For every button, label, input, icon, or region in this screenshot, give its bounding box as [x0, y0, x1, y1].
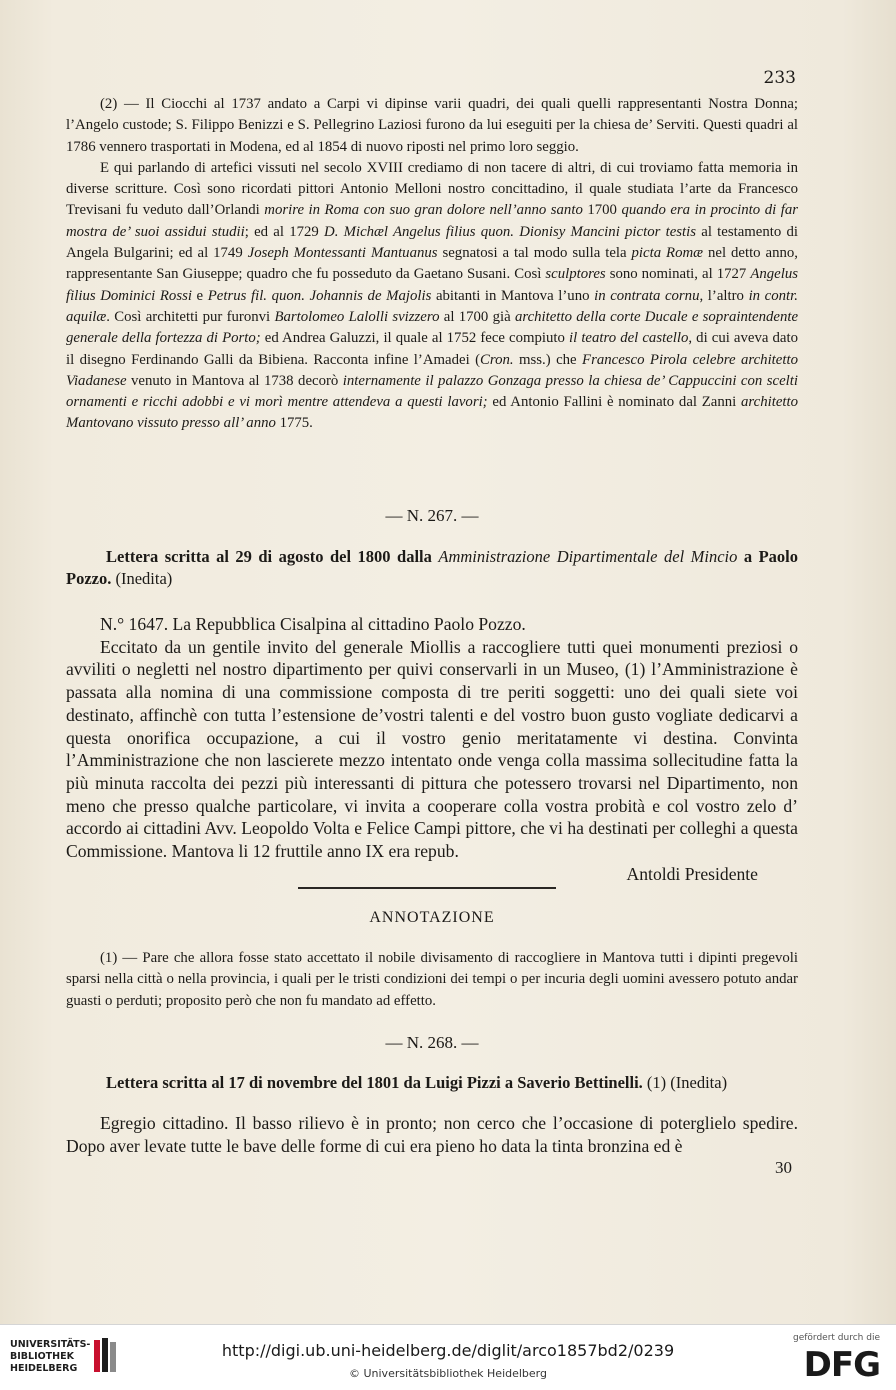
letter-268-body: Egregio cittadino. Il basso rilievo è in pronto; non cerco che l’occasione di poterglielo spedire. Dopo aver levate tutte le bave delle forme di cui era pieno ho data la tinta bronzina ed è — [66, 1113, 798, 1156]
section-268-heading: Lettera scritta al 17 di novembre del 1801 da Luigi Pizzi a Saverio Bettinelli. (1) (Inedita) — [106, 1073, 728, 1092]
viewer-footer — [0, 1324, 896, 1390]
letter-intro: N.° 1647. La Repubblica Cisalpina al cittadino Paolo Pozzo. — [100, 614, 526, 634]
footnote-2-paragraph-2: E qui parlando di artefici vissuti nel secolo XVIII crediamo di non tacere di altri, di cui troviamo fatta memoria in diverse scritture. Così sono ricordati pittori Antonio Melloni nostro concittadino, il quale studiata l’arte da Francesco Trevisani fu veduto dall’Orlandi morire in Roma con suo gran dolore nell’anno santo 1700 quando era in procinto di far mostra de’ suoi assidui studii; ed al 1729 D. Michæl Angelus filius quon. Dionisy Mancini pictor testis al testamento di Angela Bulgarini; ed al 1749 Joseph Montessanti Mantuanus segnatosi a tal modo sulla tela picta Romæ nel detto anno, rappresentante San Giuseppe; quadro che fu posseduto da Gaetano Susani. Così sculptores sono nominati, al 1727 Angelus filius Dominici Rossi e Petrus fil. quon. Johannis de Majolis abitanti in Mantova l’uno in contrata cornu, l’altro in contr. aquilæ. Così architetti pur furonvi Bartolomeo Lalolli svizzero al 1700 già architetto della corte Ducale e sopraintendente generale della fortezza di Porto; ed Andrea Galuzzi, il quale al 1752 fece compiuto il teatro del castello, di cui aveva dato il disegno Ferdinando Galli da Bibiena. Racconta infine l’Amadei (Cron. mss.) che Francesco Pirola celebre architetto Viadanese venuto in Mantova al 1738 decorò internamente il palazzo Gonzaga presso la chiesa de’ Cappuccini con scelti ornamenti e ricchi adobbi e vi morì mentre attendeva a questi lavori; ed Antonio Fallini è nominato dal Zanni architetto Mantovano vissuto presso all’ anno 1775. — [66, 159, 799, 432]
section-268-number: — N. 268. — — [385, 1033, 479, 1052]
divider-rule — [298, 887, 556, 889]
annotazione-text: (1) — Pare che allora fosse stato accettato il nobile divisamento di raccogliere in Mantova tutti i dipinti pregevoli sparsi nella città o nella provincia, i quali per le tristi condizioni dei tempi o per incuria degli uomini avessero potuto andar guasti o perduti; proposito però che non fu mandato ad effetto. — [66, 950, 798, 1009]
footnote-2-paragraph-1: (2) — Il Ciocchi al 1737 andato a Carpi vi dipinse varii quadri, dei quali quelli rappresentanti Nostra Donna; l’Angelo custode; S. Filippo Benizzi e S. Pellegrino Laziosi furono da lui eseguiti per la chiesa de’ Serviti. Questi quadri al 1786 vennero trasportati in Modena, ed al 1854 di nuovo riposti nel primo loro seggio. — [66, 96, 798, 155]
signature-mark: 30 — [775, 1158, 792, 1177]
signature: Antoldi Presidente — [626, 863, 758, 884]
page-number: 233 — [763, 68, 796, 88]
copyright-notice: © Universitätsbibliothek Heidelberg — [348, 1367, 547, 1380]
annotazione-title: ANNOTAZIONE — [369, 909, 495, 926]
section-267-letter — [66, 613, 798, 885]
permalink-url[interactable]: http://digi.ub.uni-heidelberg.de/diglit/arco1857bd2/0239 — [221, 1341, 675, 1360]
dfg-funding-note: gefördert durch die — [793, 1333, 880, 1343]
section-267-heading: Lettera scritta al 29 di agosto del 1800 dalla Amministrazione Dipartimentale del Mincio a Paolo Pozzo. (Inedita) — [66, 547, 798, 588]
footnote-2 — [66, 94, 798, 435]
section-267-number: — N. 267. — — [385, 506, 479, 525]
library-logo[interactable]: UNIVERSITÄTS- BIBLIOTHEK HEIDELBERG — [10, 1339, 91, 1374]
letter-body: Eccitato da un gentile invito del generale Miollis a raccogliere tutti quei monumenti preziosi o avviliti o negletti nel nostro dipartimento per quivi conservarli in un Museo, (1) l’Amministrazione è passata alla nomina di una commissione composta di tre periti soggetti: uno dei quali siete voi destinato, affinchè con tutta l’estensione de’vostri talenti e del vostro buon gusto vogliate dedicarvi a questa onorifica occupazione, a cui il vostro genio meritatamente vi destina. Convinta l’Amministrazione che non lascierete mezzo intentato onde venga colla massima sollecitudine fatta la più minuta raccolta dei pezzi più interessanti di pittura che potessero trovarsi nel Dipartimento, non meno che presso qualche particolare, vi invita a cooperare colla vostra probità e col vostro zelo d’ accordo ai cittadini Avv. Leopoldo Volta e Felice Campi pittore, che vi ha destinati per colleghi a questa Commissione. Mantova li 12 fruttile anno IX era repub. — [66, 636, 798, 862]
section-268-letter — [66, 1112, 798, 1157]
dfg-logo[interactable]: DFG — [803, 1345, 880, 1385]
